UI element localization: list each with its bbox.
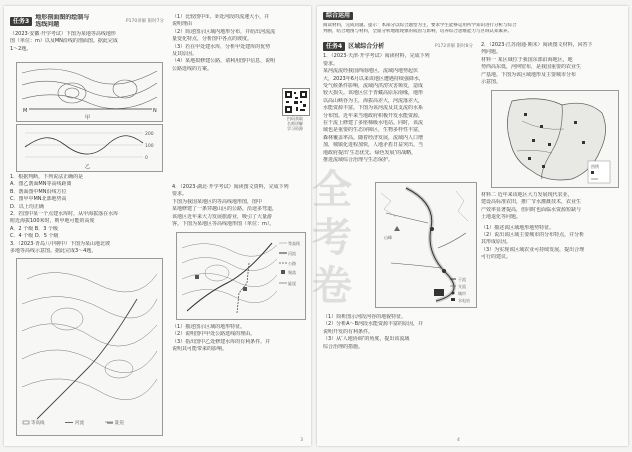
task-tag: 任务4 <box>323 42 345 51</box>
q-text: （1）比较图中①、②处河段的流速大小，并 <box>172 14 270 20</box>
q1-option: A．图乙剖面MN等高线距离 <box>10 181 72 188</box>
legend-road: 公路 <box>288 261 296 266</box>
q2-material <box>481 192 621 262</box>
question-4-items <box>172 324 304 354</box>
q2-option: C．4 个级 D．5 个级 <box>10 233 59 240</box>
profile-tick: 100 <box>145 144 154 149</box>
qr-code[interactable] <box>282 88 310 116</box>
mountain-contour-map <box>17 259 162 435</box>
q4-item: 说明其可能带来的影响。 <box>172 346 228 353</box>
legend-contour: 等高线 <box>31 421 45 426</box>
q1-item: （1）简析图示河段河谷的地貌特征。 <box>323 314 407 320</box>
banner-text: 阅读材料，完成问题。提示：本部分以综合题型为主，要求学生能够运用所学知识进行分析与综合 <box>323 22 517 28</box>
banner <box>323 12 621 38</box>
task-title: 区域综合分析 <box>348 43 385 50</box>
legend-cliff: 陡崖 <box>288 281 296 286</box>
right-page-number: 4 <box>457 438 460 443</box>
contour-map-figure <box>16 62 163 122</box>
legend-hydropower: 水电站 <box>458 298 470 303</box>
q-text: 说明理由 <box>172 21 193 28</box>
qr-caption: 扫码获取 名师讲解 学习资源 <box>287 116 303 131</box>
question-4 <box>172 184 304 228</box>
q4-stem: 该地区近年来大力发展旅游业，吸引了大量游 <box>172 213 273 220</box>
q2-stem: 2．若图中某一个点建水库时，从甲海拔落在水库 <box>10 211 119 218</box>
legend-settlement: 聚落 <box>288 270 296 275</box>
q2-item: 其形成原因。 <box>481 239 512 246</box>
legend-river: 河流 <box>75 421 84 426</box>
contour-map <box>17 63 162 121</box>
left-column-2 <box>172 14 304 73</box>
legend-city: 城市 <box>458 291 466 296</box>
qr-code-icon <box>283 89 309 115</box>
q2-material-text: 产效率显著提高，但同时也面临水资源短缺与 <box>481 206 582 213</box>
q-text: 公路选线的方案。 <box>172 65 213 72</box>
q1-item: （3）从‘人地协调’的角度，提出该流域 <box>323 336 410 343</box>
q3-stem: 3．（2023·青岛八中期中）下图为某山地北坡 <box>10 240 110 247</box>
q4-stem: 下图为我国某地区的等高线地形图，图中 <box>172 198 263 205</box>
q1-intro: 1．（2023·天津·开学考试）阅读材料，完成下列 要求。 某河流流经我国西南地区，流域内地势起伏 大，2023年6月以来该地区遭遇持续强降水， 受气候条件影响，流域内洪涝灾害频发，造成 较大损失。该地区位于青藏高原东南缘，地形 以高山峡谷为主，海拔高差大，河流落差大， 水能资源丰富。下图为该河流及其支流的水系 分布图。近年来当地政府积极开发水能资源， 在干流上修建了多座梯级水电站。同时，该流 域也是重要的生态屏障区，生物多样性丰富， 森林覆盖率高。随着经济发展，流域内人口增 加，城镇化进程加快，人地矛盾日益突出。当 地政府提出‘生态优先、绿色发展’的战略， 推进流域综合治理与生态保护。 <box>323 53 430 164</box>
region-map-figure <box>491 90 619 188</box>
point-m-label: M <box>23 108 28 114</box>
q-text: （2）简述图示区域内地形分布，并给出河流流 <box>172 28 276 35</box>
right-page <box>317 6 628 446</box>
legend-main-river: 干流 <box>458 277 466 282</box>
figure-2-title: 乙 <box>85 164 91 170</box>
banner-tag: 综合运用 <box>323 12 353 20</box>
legend-contour: 等高线 <box>288 241 300 246</box>
q2-material-text: 土地退化等问题。 <box>481 214 522 221</box>
q2-stem: 2．（2023·江苏南通·期末）阅读图文材料，回答下 <box>481 42 593 48</box>
banner-text: 判断，结合地图与材料，全面分析地理现象的成因与影响，培养综合思维能力与区域认知素养。 <box>323 28 512 34</box>
q1-items <box>323 314 473 351</box>
q3-stem: 多地等高线示意图。据此完成3～4题。 <box>10 248 97 255</box>
legend-cliff: 陡崖 <box>115 421 124 426</box>
watermark: 全 考 卷 <box>312 166 352 309</box>
task-tag: 任务3 <box>10 17 32 26</box>
point-n-label: N <box>153 108 157 114</box>
right-column-2 <box>481 42 621 86</box>
q2-stem: 附近海拔100米时，则甲地可能的高度 <box>10 218 95 225</box>
task-note: P172讲解 限时8分 <box>434 44 473 49</box>
q1-item: 说明开发的有利条件。 <box>323 328 374 335</box>
q2-item: （1）描述该区域地形地势特征。 <box>481 224 555 231</box>
q4-item: （2）说明图中甲处公路选线的理由。 <box>172 331 256 338</box>
q2-stem: 示意图。 <box>481 79 502 86</box>
river-valley-map <box>376 183 476 307</box>
q1-option: D．以上均正确 <box>10 203 44 210</box>
region-map <box>492 91 618 187</box>
q2-material-text: 建设高标准农田，推广节水灌溉技术，农业生 <box>481 199 582 206</box>
profile-chart <box>17 125 162 171</box>
legend-tributary: 支流 <box>458 284 466 289</box>
q2-stem: 产基地。下图为该区域地形及主要城市分布 <box>481 71 577 78</box>
task-3-intro: （2023·安徽·开学考试）下图为某地等高线地形 图（单位：m）以及MN沿线的剖面图。据此完成 1～2题。 <box>10 30 118 52</box>
q4-stem: 某地修建了一条穿越山区的公路。沿途多弯道， <box>172 206 278 213</box>
left-column-1 <box>10 14 164 53</box>
questions-1-3 <box>10 174 164 255</box>
q4-stem: 4．（2023·湖北·开学考试）阅读图文资料，完成下列 <box>172 184 289 190</box>
q1-option: C．图甲中MN北部地势高 <box>10 196 67 203</box>
q2-stem: 势西高东低，河网密布，是我国重要的农业生 <box>481 64 582 71</box>
profile-figure <box>16 124 163 172</box>
left-page <box>4 6 311 446</box>
task-4-header <box>323 42 473 51</box>
river-valley-figure <box>375 182 477 308</box>
q1-item: （2）分析A～B河段水能资源丰富的原因，并 <box>323 321 424 328</box>
route-map-figure <box>176 232 306 320</box>
left-page-number: 3 <box>300 438 303 443</box>
mountain-contour-figure <box>16 258 163 436</box>
q2-item: （3）为实现该区域农业可持续发展，提出合理 <box>481 246 585 253</box>
q4-item: （3）指出图中乙处修建水库的有利条件，并 <box>172 338 271 345</box>
q4-stem: 客。下图为某地区等高线地形图（单位：m）。 <box>172 221 275 228</box>
q1-item: 综合治理的措施。 <box>323 343 364 350</box>
legend-peak: 山峰 <box>384 235 392 240</box>
q2-stem: 材料一 某区域位于我国东部沿海地区，地 <box>481 56 573 63</box>
profile-tick: 200 <box>145 132 154 137</box>
legend-title: 图例 <box>591 164 599 169</box>
q1-stem: 1．根据判断，下列说法正确的是 <box>10 174 84 180</box>
profile-tick: 0 <box>145 156 148 161</box>
q4-stem: 要求。 <box>172 191 188 198</box>
q2-material-text: 材料二 近年来该地区大力发展现代农业， <box>481 192 573 198</box>
figure-1-title: 甲 <box>85 115 91 121</box>
route-map <box>177 233 305 319</box>
q-text: 及其原因。 <box>172 51 198 58</box>
q-text: （4）某地拟修建公路，请利用图中信息，说明 <box>172 58 276 65</box>
q2-item: （2）说出该区域主要城市的分布特点，并分析 <box>481 232 585 239</box>
q1-option: B．剖面图中MN沿线方位 <box>10 188 67 195</box>
task-note: P170讲解 限时7分 <box>125 18 164 24</box>
q2-stem: 列问题。 <box>481 49 502 56</box>
q-text: 量变化特点，分析图中各点的坡度。 <box>172 36 253 43</box>
q2-item: 可行的建议。 <box>481 254 512 261</box>
q4-item: （1）描述图示区域的地形特征。 <box>172 324 246 330</box>
legend-river: 河流 <box>288 251 296 256</box>
right-column-1 <box>323 42 473 165</box>
task-3-header <box>10 14 164 29</box>
q-text: （3）若在甲处建水库，分析甲处建库的优势 <box>172 43 271 50</box>
q2-option: A．2 个级 B．3 个级 <box>10 225 58 232</box>
task-title: 地形剖面图的绘制与 选线问题 <box>35 14 90 29</box>
